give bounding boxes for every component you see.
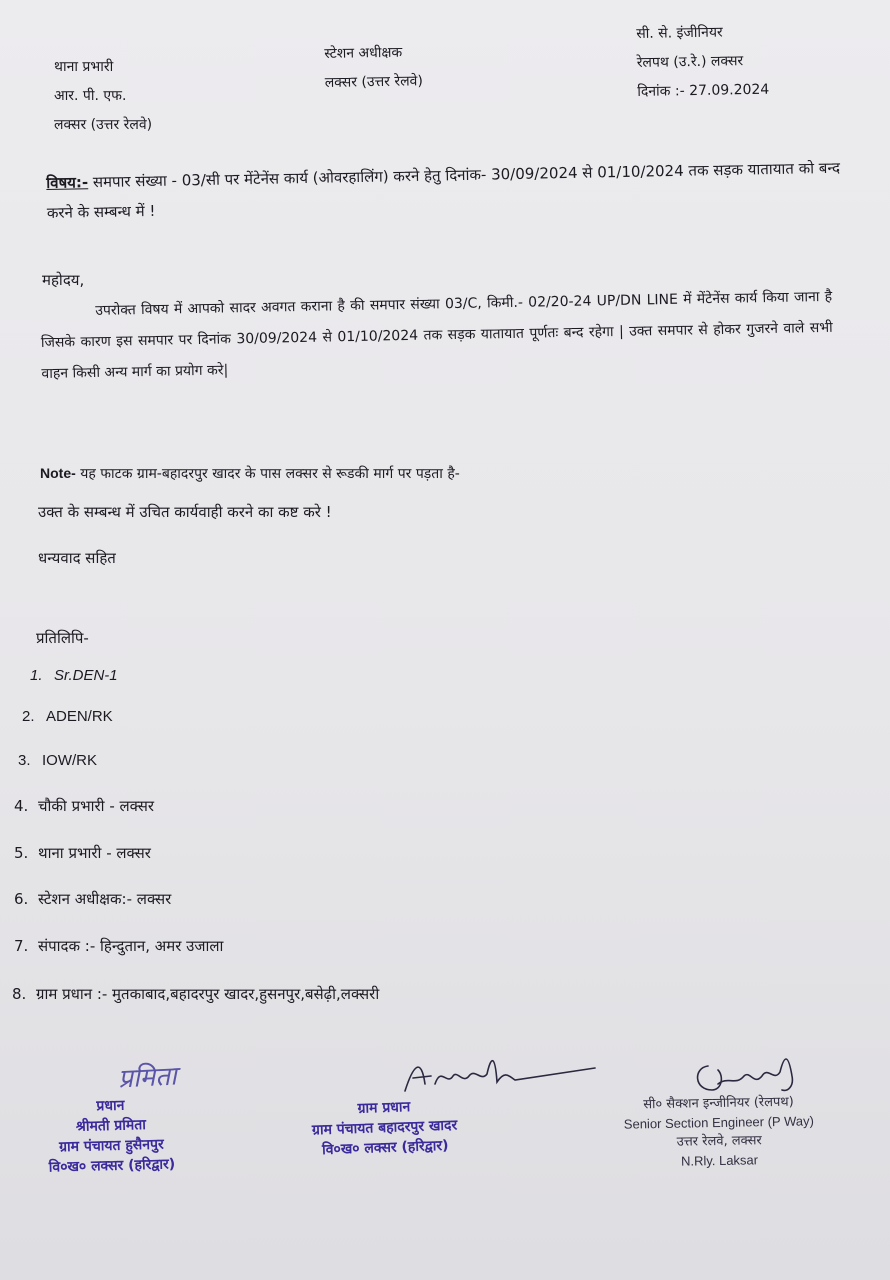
cc-item-number: 6. (14, 890, 29, 908)
pradhan-stamp-left (47, 1094, 175, 1177)
salutation: महोदय, (42, 271, 85, 289)
body-paragraph (40, 282, 834, 390)
subject-line (46, 153, 852, 228)
cc-item-text: स्टेशन अधीक्षक:- लक्सर (38, 890, 172, 908)
header-right-line: रेलपथ (उ.रे.) लक्सर (636, 53, 744, 71)
header-left-line: लक्सर (उत्तर रेलवे) (54, 117, 153, 133)
header-right-block (636, 18, 770, 107)
cc-item (18, 752, 97, 769)
header-center-block (324, 38, 423, 98)
closing: धन्यवाद सहित (38, 549, 116, 567)
cc-item (12, 984, 379, 1004)
cc-item (22, 708, 113, 725)
pradhan-signature-left: प्रमिता (117, 1061, 178, 1095)
header-left-line: आर. पी. एफ. (54, 88, 127, 104)
cc-title: प्रतिलिपि- (36, 629, 89, 647)
cc-item (14, 889, 171, 909)
stamp-line: N.Rly. Laksar (680, 1152, 759, 1169)
cc-item-number: 1. (30, 667, 43, 684)
cc-item-text: Sr.DEN-1 (54, 667, 118, 684)
stamp-line: उत्तर रेलवे, लक्सर (676, 1133, 762, 1150)
note-text: यह फाटक ग्राम-बहादरपुर खादर के पास लक्सर से रूडकी मार्ग पर पड़ता है- (80, 466, 460, 482)
note-line (40, 464, 460, 483)
stamp-line: ग्राम प्रधान (357, 1099, 411, 1117)
cc-item-number: 7. (14, 937, 29, 955)
stamp-line: वि०ख० लक्सर (हरिद्वार) (321, 1137, 449, 1159)
body-paragraph-text: उपरोक्त विषय में आपको सादर अवगत कराना है की समपार संख्या 03/C, किमी.- 02/20-24 UP/DN LINE में मेंटेनेंस कार्य किया जाना है जिसके कारण इस समपार पर दिनांक 30/09/2024 से 01/10/2024 तक सड़क यातायात पूर्णतः बन्द रहेगा | उक्त समपार से होकर गुजरने वाले सभी वाहन किसी अन्य मार्ग का प्रयोग करे| (40, 288, 833, 382)
header-right-line: सी. से. इंजीनियर (636, 24, 723, 42)
cc-item (30, 667, 118, 684)
letter-date: दिनांक :- 27.09.2024 (637, 81, 770, 100)
stamp-line: ग्राम पंचायत हुसैनपुर (58, 1136, 164, 1156)
cc-item-number: 2. (22, 708, 35, 725)
subject-label: विषय:- (46, 173, 89, 192)
cc-item (14, 796, 154, 816)
header-center-line: लक्सर (उत्तर रेलवे) (324, 73, 424, 91)
cc-item-text: ADEN/RK (46, 708, 113, 725)
stamp-line: प्रधान (96, 1097, 125, 1115)
engineer-stamp (623, 1092, 814, 1171)
header-left-line: थाना प्रभारी (54, 59, 114, 75)
cc-item-text: थाना प्रभारी - लक्सर (38, 844, 151, 862)
header-center-line: स्टेशन अधीक्षक (324, 44, 403, 62)
cc-item-number: 3. (18, 752, 31, 769)
cc-item-number: 8. (12, 985, 27, 1003)
cc-item-text: चौकी प्रभारी - लक्सर (38, 797, 155, 815)
cc-item-number: 4. (14, 797, 29, 815)
stamp-line: Senior Section Engineer (P Way) (623, 1113, 814, 1132)
cc-item-text: IOW/RK (42, 752, 97, 769)
stamp-line: वि०ख० लक्सर (हरिद्वार) (48, 1156, 176, 1176)
cc-item-text: संपादक :- हिन्दुतान, अमर उजाला (38, 937, 224, 955)
subject-text: समपार संख्या - 03/सी पर मेंटेनेंस कार्य (ओवरहालिंग) करने हेतु दिनांक- 30/09/2024 से 01/10/2024 तक सड़क यातायात को बन्द करने के सम्बन्ध में ! (46, 158, 841, 222)
note-label: Note- (40, 465, 76, 481)
stamp-line: सी० सैक्शन इन्जीनियर (रेलपथ) (643, 1094, 794, 1113)
stamp-line: श्रीमती प्रमिता (75, 1117, 147, 1135)
cc-item (14, 843, 151, 863)
header-left-block (54, 53, 152, 140)
cc-item-text: ग्राम प्रधान :- मुतकाबाद,बहादरपुर खादर,हुसनपुर,बसेढ़ी,लक्सरी (36, 985, 380, 1003)
pradhan-stamp-center (311, 1095, 458, 1160)
request-line: उक्त के सम्बन्ध में उचित कार्यवाही करने का कष्ट करे ! (38, 503, 332, 521)
cc-item-number: 5. (14, 844, 29, 862)
cc-item (14, 936, 223, 956)
stamp-line: ग्राम पंचायत बहादरपुर खादर (311, 1117, 458, 1139)
